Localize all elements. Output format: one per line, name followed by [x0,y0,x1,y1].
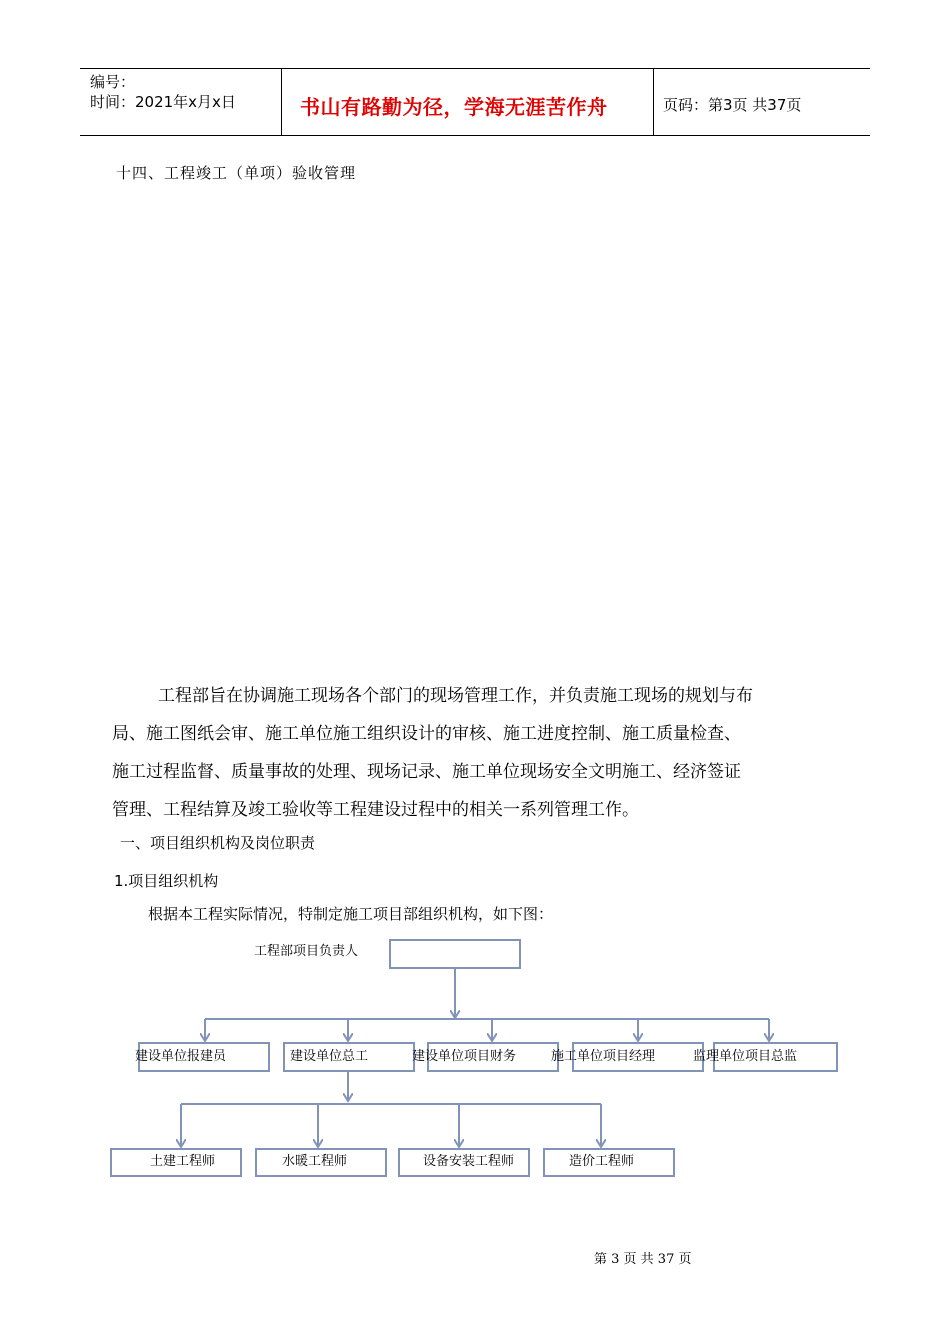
header-page-info: 页码：第3页 共37页 [663,96,802,114]
org-label-level3: 水暖工程师 [282,1154,348,1169]
heading-project-org: 1.项目组织机构 [114,872,219,890]
header-date-label: 时间：2021年x月x日 [90,93,236,111]
heading-org-structure: 一、项目组织机构及岗位职责 [120,834,316,852]
org-label-level3: 造价工程师 [569,1154,635,1169]
section-title: 十四、工程竣工（单项）验收管理 [116,164,357,182]
header-number-label: 编号： [90,73,136,91]
org-label-level2: 建设单位报建员 [135,1049,227,1064]
org-label-level2: 建设单位项目财务 [412,1049,517,1064]
org-label-level2: 建设单位总工 [290,1049,369,1064]
intro-text: 根据本工程实际情况，特制定施工项目部组织机构，如下图： [148,905,554,923]
org-top-label: 工程部项目负责人 [254,944,359,959]
paragraph-line: 管理、工程结算及竣工验收等工程建设过程中的相关一系列管理工作。 [112,800,639,820]
paragraph-line: 工程部旨在协调施工现场各个部门的现场管理工作，并负责施工现场的规划与布 [158,686,753,706]
org-label-level2: 施工单位项目经理 [551,1049,656,1064]
header-motto: 书山有路勤为径，学海无涯苦作舟 [300,95,608,119]
paragraph-line: 局、施工图纸会审、施工单位施工组织设计的审核、施工进度控制、施工质量检查、 [112,724,741,744]
org-top-box [389,939,521,969]
org-label-level2: 监理单位项目总监 [693,1049,798,1064]
org-label-level3: 设备安装工程师 [423,1154,515,1169]
page-footer: 第 3 页 共 37 页 [594,1252,692,1267]
org-label-level3: 土建工程师 [150,1154,216,1169]
paragraph-line: 施工过程监督、质量事故的处理、现场记录、施工单位现场安全文明施工、经济签证 [112,762,741,782]
